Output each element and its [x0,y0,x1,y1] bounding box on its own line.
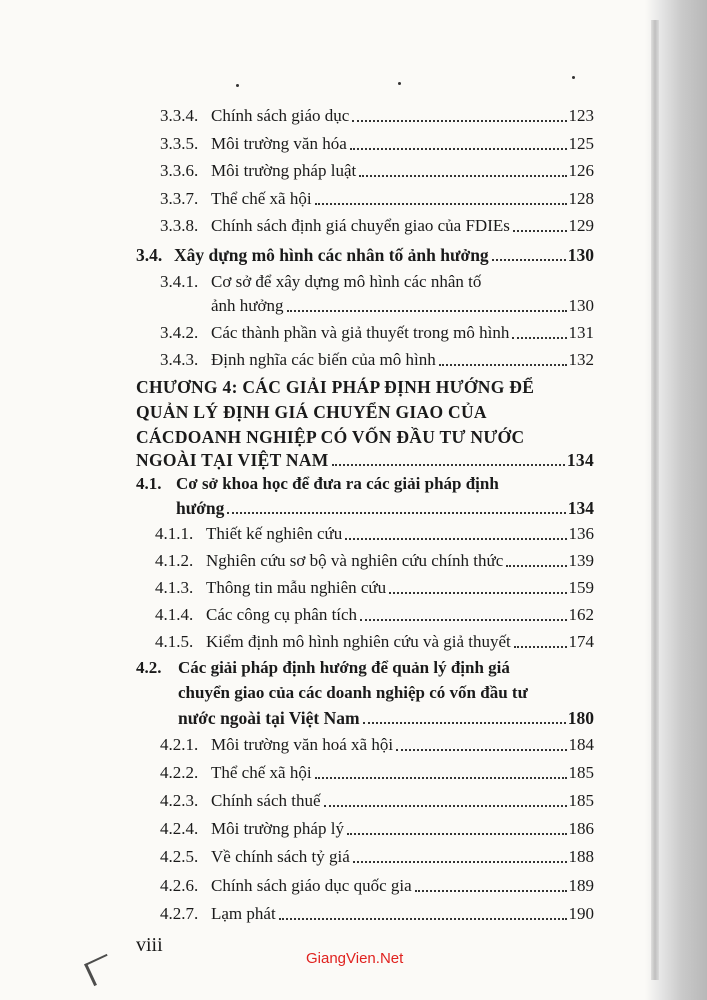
toc-number: 3.3.7. [160,189,199,208]
scan-speck [398,82,401,85]
toc-leader [360,619,566,621]
toc-entry-3-4-1-line1[interactable] [160,272,481,292]
toc-entry-4-2-line3[interactable] [178,708,594,728]
toc-number: 4.2. [136,658,162,677]
toc-title: Xây dựng mô hình các nhân tố ảnh hưởng [174,245,489,265]
toc-page: 126 [568,161,594,180]
scan-speck [572,76,575,79]
toc-page: 128 [568,189,594,208]
toc-number: 4.1.5. [155,632,194,651]
toc-number: 4.1. [136,474,162,493]
toc-entry-4-2-7[interactable] [160,904,594,924]
scan-speck [236,84,239,87]
toc-page: 139 [568,551,594,570]
toc-entry-4-1-2[interactable] [155,551,594,571]
toc-title-cont: ảnh hưởng [211,296,284,315]
chapter-4-title-line4[interactable] [136,450,594,470]
toc-number: 3.4.2. [160,323,199,342]
toc-leader [227,512,565,514]
toc-leader [513,230,567,232]
toc-leader [439,364,567,366]
toc-title: Thông tin mẫu nghiên cứu [206,578,387,597]
toc-entry-4-1-3[interactable] [155,578,594,598]
toc-leader [514,646,567,648]
toc-number: 3.4.3. [160,350,199,369]
toc-entry-3-3-5[interactable] [160,134,594,154]
toc-number: 3.3.8. [160,216,199,235]
toc-page: 190 [568,904,594,923]
toc-number: 4.2.3. [160,791,199,810]
toc-title: Thiết kế nghiên cứu [206,524,343,543]
toc-page: 131 [568,323,594,342]
toc-title: Các công cụ phân tích [206,605,358,624]
toc-title: Chính sách thuế [211,791,321,810]
toc-number: 3.3.4. [160,106,199,125]
toc-number: 4.1.2. [155,551,194,570]
toc-title: Kiểm định mô hình nghiên cứu và giả thuyết [206,632,511,651]
toc-entry-3-4-3[interactable] [160,350,594,370]
toc-entry-4-1-line2[interactable] [176,498,594,518]
toc-number: 3.4.1. [160,272,199,291]
toc-entry-4-2-line1[interactable] [136,658,510,678]
toc-page: 185 [568,763,594,782]
chapter-4-title-line1[interactable]: CHƯƠNG 4: CÁC GIẢI PHÁP ĐỊNH HƯỚNG ĐỂ [136,377,535,397]
toc-leader [315,203,567,205]
site-watermark[interactable]: GiangVien.Net [306,950,404,967]
page-number-roman: viii [136,934,163,956]
toc-leader [279,918,567,920]
toc-leader [350,148,567,150]
toc-number: 3.4. [136,245,163,265]
toc-title: Chính sách định giá chuyển giao của FDIEs [211,216,510,235]
toc-page: 123 [568,106,594,125]
toc-number: 3.3.5. [160,134,199,153]
toc-entry-4-2-6[interactable] [160,876,594,896]
toc-page: 134 [567,498,594,518]
toc-title: Chính sách giáo dục quốc gia [211,876,412,895]
toc-entry-3-4-1-line2[interactable] [211,296,594,316]
toc-entry-4-1-5[interactable] [155,632,594,652]
toc-entry-3-3-6[interactable] [160,161,594,181]
toc-leader [353,861,567,863]
toc-title: Môi trường văn hoá xã hội [211,735,394,754]
toc-title: Các thành phần và giả thuyết trong mô hình [211,323,510,342]
toc-number: 4.2.6. [160,876,199,895]
toc-title: Môi trường pháp lý [211,819,344,838]
toc-title: Về chính sách tỷ giá [211,847,350,866]
toc-title: NGOÀI TẠI VIỆT NAM [136,450,329,470]
toc-page: 188 [568,847,594,866]
toc-page: 162 [568,605,594,624]
toc-title: Môi trường văn hóa [211,134,347,153]
toc-entry-4-2-4[interactable] [160,819,594,839]
toc-leader [352,120,566,122]
toc-page: 136 [568,524,594,543]
toc-leader [359,175,566,177]
toc-page: 132 [568,350,594,369]
toc-entry-4-2-1[interactable] [160,735,594,755]
toc-leader [332,464,565,466]
toc-title-cont: hướng [176,498,225,518]
toc-title: Thể chế xã hội [211,189,312,208]
toc-number: 4.2.5. [160,847,199,866]
toc-leader [347,833,567,835]
toc-entry-4-2-line2[interactable]: chuyển giao của các doanh nghiệp có vốn đầu tư [178,683,528,702]
toc-title-cont: nước ngoài tại Việt Nam [178,708,360,728]
toc-leader [363,722,566,724]
toc-title: Cơ sở để xây dựng mô hình các nhân tố [211,272,482,291]
toc-page: 189 [568,876,594,895]
toc-page: 180 [567,708,594,728]
toc-title: Chính sách giáo dục [211,106,350,125]
toc-title: Môi trường pháp luật [211,161,357,180]
toc-leader [315,777,567,779]
toc-leader [506,565,566,567]
toc-page: 174 [568,632,594,651]
toc-page: 130 [568,296,594,315]
toc-number: 4.1.1. [155,524,194,543]
toc-number: 4.1.3. [155,578,194,597]
toc-entry-3-3-7[interactable] [160,189,594,209]
toc-entry-4-1-line1[interactable] [136,474,499,494]
toc-entry-3-3-8[interactable] [160,216,594,236]
toc-leader [287,310,567,312]
toc-title: Cơ sở khoa học để đưa ra các giải pháp định [176,474,499,493]
toc-page: 125 [568,134,594,153]
toc-number: 4.2.4. [160,819,199,838]
toc-title: Lạm phát [211,904,276,923]
toc-leader [415,890,567,892]
toc-entry-4-1-1[interactable] [155,524,594,544]
toc-number: 4.2.7. [160,904,199,923]
toc-number: 4.1.4. [155,605,194,624]
scan-corner-mark [84,954,117,986]
chapter-4-title-line2[interactable]: QUẢN LÝ ĐỊNH GIÁ CHUYỂN GIAO CỦA [136,402,487,422]
toc-entry-4-2-3[interactable] [160,791,594,811]
toc-title: Nghiên cứu sơ bộ và nghiên cứu chính thức [206,551,504,570]
toc-number: 4.2.1. [160,735,199,754]
toc-title: Thể chế xã hội [211,763,312,782]
toc-entry-4-2-2[interactable] [160,763,594,783]
toc-page: 184 [568,735,594,754]
toc-entry-3-3-4[interactable] [160,106,594,126]
toc-number: 4.2.2. [160,763,199,782]
toc-page: 185 [568,791,594,810]
toc-leader [396,749,566,751]
toc-page: 186 [568,819,594,838]
toc-leader [492,259,566,261]
toc-title: Các giải pháp định hướng để quản lý định giá [178,658,510,677]
toc-entry-4-2-5[interactable] [160,847,594,867]
toc-title: Định nghĩa các biến của mô hình [211,350,436,369]
toc-page: 129 [568,216,594,235]
toc-entry-3-4-2[interactable] [160,323,594,343]
toc-number: 3.3.6. [160,161,199,180]
toc-entry-4-1-4[interactable] [155,605,594,625]
toc-page: 134 [566,450,594,470]
toc-leader [512,337,566,339]
toc-leader [345,538,566,540]
chapter-4-title-line3[interactable]: CÁCDOANH NGHIỆP CÓ VỐN ĐẦU TƯ NƯỚC [136,427,525,447]
toc-leader [324,805,567,807]
toc-page: 130 [567,245,594,265]
toc-leader [389,592,566,594]
toc-entry-3-4[interactable] [136,245,594,265]
toc-page: 159 [568,578,594,597]
binding-strip [651,20,659,980]
